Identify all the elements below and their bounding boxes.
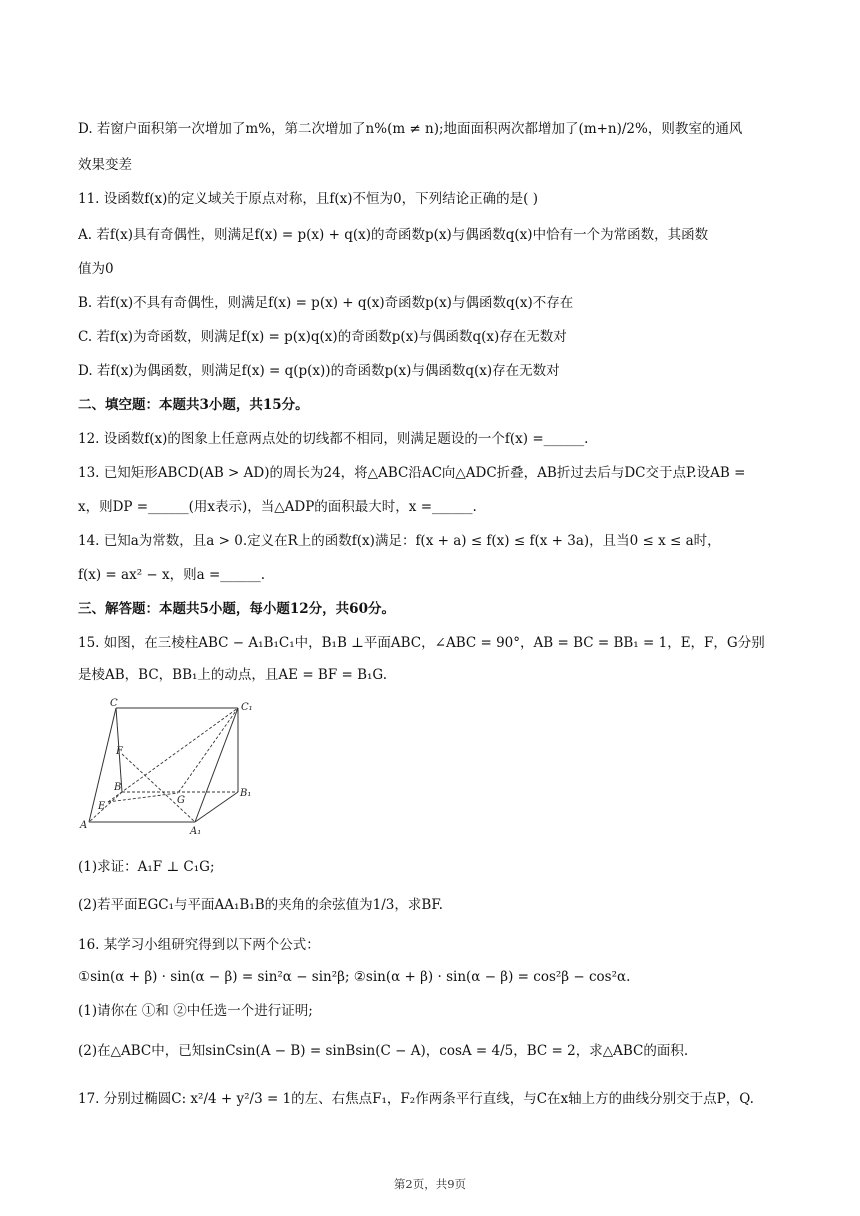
question-15-part2: (2)若平面EGC₁与平面AA₁B₁B的夹角的余弦值为1/3，求BF. bbox=[78, 897, 443, 913]
label-A: A bbox=[80, 820, 88, 831]
label-A1: A₁ bbox=[190, 826, 202, 837]
label-C: C bbox=[110, 698, 118, 709]
option-10d-cont: 效果变差 bbox=[78, 157, 132, 173]
page-footer: 第2页，共9页 bbox=[393, 1177, 467, 1191]
question-14-cont: f(x) = ax² − x，则a =______. bbox=[78, 567, 266, 583]
question-11: 11. 设函数f(x)的定义域关于原点对称，且f(x)不恒为0，下列结论正确的是( ) bbox=[78, 191, 538, 207]
option-11a: A. 若f(x)具有奇偶性，则满足f(x) = p(x) + q(x)的奇函数p(x)与偶函数q(x)中恰有一个为常函数，其函数 bbox=[78, 227, 709, 243]
label-G: G bbox=[177, 795, 185, 806]
question-16: 16. 某学习小组研究得到以下两个公式： bbox=[78, 937, 320, 953]
question-15: 15. 如图，在三棱柱ABC − A₁B₁C₁中，B₁B ⊥平面ABC，∠ABC = 90°，AB = BC = BB₁ = 1，E，F，G分别 bbox=[78, 635, 765, 651]
option-11c: C. 若f(x)为奇函数，则满足f(x) = p(x)q(x)的奇函数p(x)与偶函数q(x)存在无数对 bbox=[78, 329, 567, 345]
question-15-cont: 是棱AB，BC，BB₁上的动点，且AE = BF = B₁G. bbox=[78, 667, 388, 683]
section-2-heading: 二、填空题：本题共3小题，共15分。 bbox=[78, 397, 309, 413]
question-12: 12. 设函数f(x)的图象上任意两点处的切线都不相同，则满足题设的一个f(x) =______. bbox=[78, 431, 589, 447]
prism-figure bbox=[78, 694, 268, 844]
label-B: B bbox=[114, 782, 122, 793]
question-15-part1: (1)求证：A₁F ⊥ C₁G; bbox=[78, 859, 215, 875]
question-13: 13. 已知矩形ABCD(AB > AD)的周长为24，将△ABC沿AC向△ADC折叠，AB折过去后与DC交于点P.设AB = bbox=[78, 465, 746, 481]
question-16-part1: (1)请你在 ①和 ②中任选一个进行证明; bbox=[78, 1003, 313, 1019]
question-14: 14. 已知a为常数，且a > 0.定义在R上的函数f(x)满足：f(x + a) ≤ f(x) ≤ f(x + 3a)，且当0 ≤ x ≤ a时， bbox=[78, 533, 721, 549]
option-11b: B. 若f(x)不具有奇偶性，则满足f(x) = p(x) + q(x)奇函数p(x)与偶函数q(x)不存在 bbox=[78, 295, 574, 311]
option-10d: D. 若窗户面积第一次增加了m%，第二次增加了n%(m ≠ n);地面面积两次都增加了(m+n)/2%，则教室的通风 bbox=[78, 121, 743, 137]
option-11d: D. 若f(x)为偶函数，则满足f(x) = q(p(x))的奇函数p(x)与偶函数q(x)存在无数对 bbox=[78, 363, 560, 379]
option-11a-cont: 值为0 bbox=[78, 261, 114, 277]
label-F: F bbox=[116, 746, 123, 757]
question-16-formulas: ①sin(α + β) · sin(α − β) = sin²α − sin²β; ②sin(α + β) · sin(α − β) = cos²β − cos²α. bbox=[78, 969, 631, 985]
question-13-cont: x，则DP =______(用x表示)，当△ADP的面积最大时，x =______. bbox=[78, 499, 477, 515]
label-B1: B₁ bbox=[240, 788, 252, 799]
question-16-part2: (2)在△ABC中，已知sinCsin(A − B) = sinBsin(C − A)，cosA = 4/5，BC = 2，求△ABC的面积. bbox=[78, 1043, 689, 1059]
question-17: 17. 分别过椭圆C: x²/4 + y²/3 = 1的左、右焦点F₁，F₂作两条平行直线，与C在x轴上方的曲线分别交于点P，Q. bbox=[78, 1091, 754, 1107]
label-E: E bbox=[98, 801, 106, 812]
label-C1: C₁ bbox=[241, 702, 253, 713]
section-3-heading: 三、解答题：本题共5小题，每小题12分，共60分。 bbox=[78, 601, 395, 617]
